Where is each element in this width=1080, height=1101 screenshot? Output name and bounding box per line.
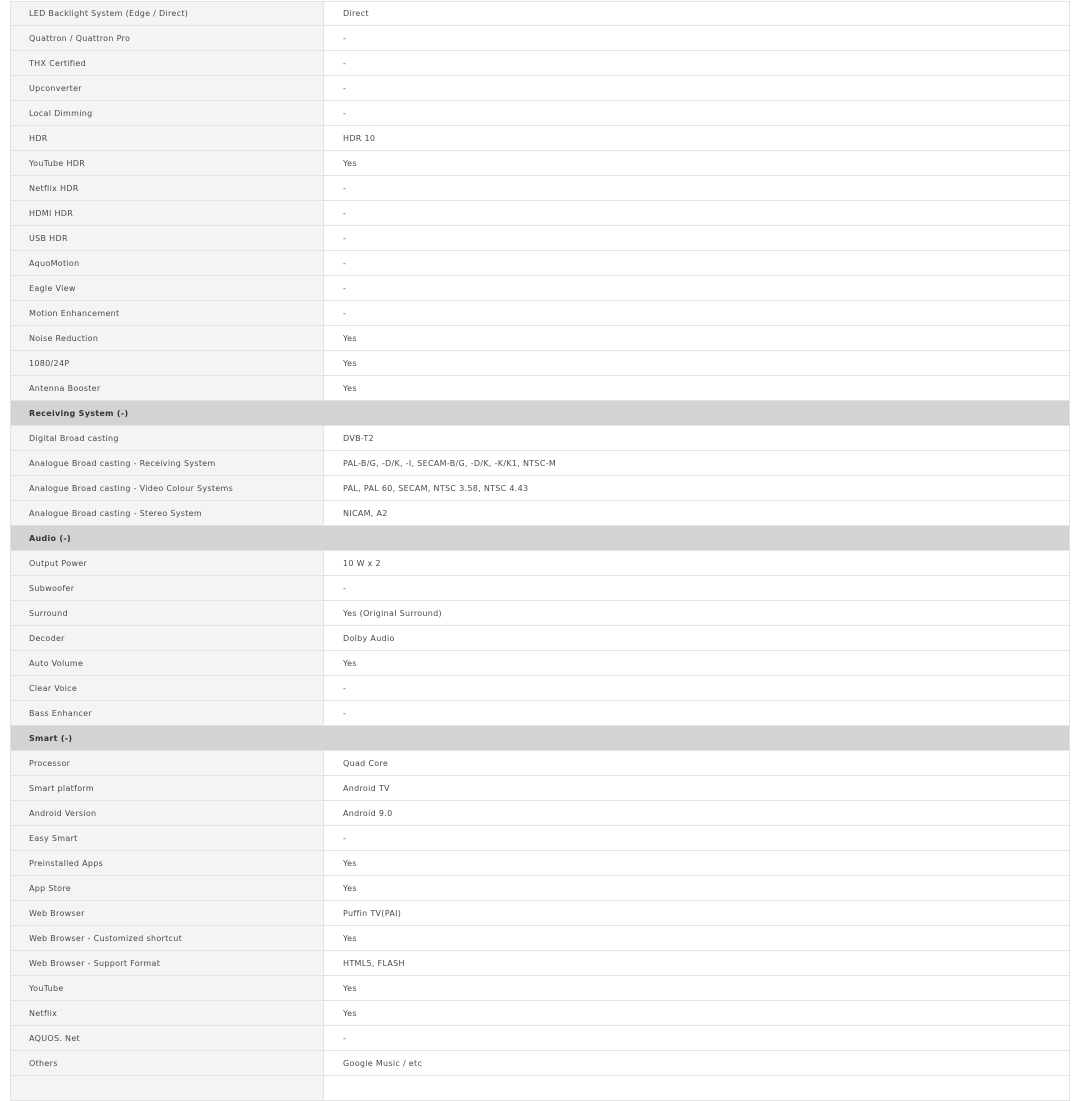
table-row: [11, 776, 1069, 801]
table-row: [11, 1001, 1069, 1026]
table-row: [11, 676, 1069, 701]
spec-table: [10, 1, 1070, 1101]
spec-value: -: [324, 226, 1069, 250]
spec-value: Dolby Audio: [324, 626, 1069, 650]
table-row: [11, 426, 1069, 451]
section-header: Receiving System (-): [11, 401, 1069, 426]
spec-label: Web Browser: [11, 901, 324, 925]
table-row: [11, 26, 1069, 51]
table-row: [11, 626, 1069, 651]
spec-value: -: [324, 251, 1069, 275]
spec-label: Local Dimming: [11, 101, 324, 125]
spec-label: Netflix: [11, 1001, 324, 1025]
spec-value: -: [324, 676, 1069, 700]
spec-label: Decoder: [11, 626, 324, 650]
spec-label: App Store: [11, 876, 324, 900]
spec-label: Others: [11, 1051, 324, 1075]
table-row: [11, 76, 1069, 101]
spec-value: Puffin TV(PAI): [324, 901, 1069, 925]
spec-label: YouTube HDR: [11, 151, 324, 175]
table-row: [11, 476, 1069, 501]
spec-value: Yes: [324, 876, 1069, 900]
spec-label: Bass Enhancer: [11, 701, 324, 725]
spec-label: Analogue Broad casting - Video Colour Systems: [11, 476, 324, 500]
spec-value: -: [324, 826, 1069, 850]
table-row: [11, 1026, 1069, 1051]
spec-value: Yes: [324, 326, 1069, 350]
table-row: [11, 351, 1069, 376]
spec-label: Eagle View: [11, 276, 324, 300]
spec-label: Easy Smart: [11, 826, 324, 850]
spec-label: AQUOS. Net: [11, 1026, 324, 1050]
spec-value: -: [324, 576, 1069, 600]
table-row: [11, 851, 1069, 876]
spec-label: Subwoofer: [11, 576, 324, 600]
table-row: [11, 1, 1069, 26]
spec-value: 10 W x 2: [324, 551, 1069, 575]
spec-value: PAL-B/G, -D/K, -I, SECAM-B/G, -D/K, -K/K1, NTSC-M: [324, 451, 1069, 475]
table-row: [11, 151, 1069, 176]
table-row: [11, 176, 1069, 201]
spec-label: Netflix HDR: [11, 176, 324, 200]
spec-label: AquoMotion: [11, 251, 324, 275]
spec-label: Web Browser - Customized shortcut: [11, 926, 324, 950]
table-row: [11, 1051, 1069, 1076]
spec-label: Output Power: [11, 551, 324, 575]
spec-value: -: [324, 51, 1069, 75]
spec-value: -: [324, 1026, 1069, 1050]
spec-label: 1080/24P: [11, 351, 324, 375]
spec-value: Yes: [324, 976, 1069, 1000]
table-row: [11, 201, 1069, 226]
spec-label: Antenna Booster: [11, 376, 324, 400]
spec-value: Yes: [324, 651, 1069, 675]
table-row: [11, 601, 1069, 626]
spec-value: Android TV: [324, 776, 1069, 800]
spec-label: Surround: [11, 601, 324, 625]
spec-value: Yes: [324, 926, 1069, 950]
table-row: [11, 126, 1069, 151]
section-header: Smart (-): [11, 726, 1069, 751]
spec-value: HDR 10: [324, 126, 1069, 150]
table-row: [11, 551, 1069, 576]
table-row: [11, 826, 1069, 851]
spec-label: Motion Enhancement: [11, 301, 324, 325]
spec-value: NICAM, A2: [324, 501, 1069, 525]
spec-label: YouTube: [11, 976, 324, 1000]
spec-value: -: [324, 301, 1069, 325]
table-row: [11, 651, 1069, 676]
spec-value: PAL, PAL 60, SECAM, NTSC 3.58, NTSC 4.43: [324, 476, 1069, 500]
spec-label: Quattron / Quattron Pro: [11, 26, 324, 50]
table-row: [11, 576, 1069, 601]
spec-label: HDR: [11, 126, 324, 150]
table-row: [11, 101, 1069, 126]
spec-value: -: [324, 201, 1069, 225]
table-row: [11, 751, 1069, 776]
spec-label: Upconverter: [11, 76, 324, 100]
spec-value: HTML5, FLASH: [324, 951, 1069, 975]
table-row: [11, 226, 1069, 251]
spec-label: Auto Volume: [11, 651, 324, 675]
table-row: [11, 876, 1069, 901]
spec-value: -: [324, 26, 1069, 50]
table-row: [11, 376, 1069, 401]
spec-value: Google Music / etc: [324, 1051, 1069, 1075]
table-row: [11, 301, 1069, 326]
spec-value: Yes: [324, 1001, 1069, 1025]
table-row: [11, 51, 1069, 76]
spec-label: LED Backlight System (Edge / Direct): [11, 2, 324, 25]
spec-label: Analogue Broad casting - Receiving System: [11, 451, 324, 475]
spec-label: Processor: [11, 751, 324, 775]
spec-label: Analogue Broad casting - Stereo System: [11, 501, 324, 525]
table-row: [11, 801, 1069, 826]
spec-label: HDMI HDR: [11, 201, 324, 225]
spec-value: Yes: [324, 851, 1069, 875]
spec-value: -: [324, 101, 1069, 125]
spec-label: Smart platform: [11, 776, 324, 800]
spec-value: Yes: [324, 376, 1069, 400]
table-row: [11, 901, 1069, 926]
table-row: [11, 701, 1069, 726]
table-row: [11, 451, 1069, 476]
spec-value: Yes (Original Surround): [324, 601, 1069, 625]
spec-label: Noise Reduction: [11, 326, 324, 350]
spec-label: Clear Voice: [11, 676, 324, 700]
spec-label: Android Version: [11, 801, 324, 825]
spec-value: -: [324, 276, 1069, 300]
spec-value: -: [324, 76, 1069, 100]
spec-label: Preinstalled Apps: [11, 851, 324, 875]
spec-label: Digital Broad casting: [11, 426, 324, 450]
table-row: [11, 251, 1069, 276]
spec-value: DVB-T2: [324, 426, 1069, 450]
spec-label: USB HDR: [11, 226, 324, 250]
spec-label: Web Browser - Support Format: [11, 951, 324, 975]
spec-value: Yes: [324, 351, 1069, 375]
table-row: [11, 951, 1069, 976]
spec-value: -: [324, 701, 1069, 725]
section-header: Audio (-): [11, 526, 1069, 551]
table-row: [11, 926, 1069, 951]
table-row: [11, 976, 1069, 1001]
spec-value: Android 9.0: [324, 801, 1069, 825]
table-row: [11, 326, 1069, 351]
table-row: [11, 276, 1069, 301]
spec-value: Direct: [324, 2, 1069, 25]
spec-label: THX Certified: [11, 51, 324, 75]
spec-value: Quad Core: [324, 751, 1069, 775]
table-row: [11, 501, 1069, 526]
spec-value: -: [324, 176, 1069, 200]
spec-value: Yes: [324, 151, 1069, 175]
